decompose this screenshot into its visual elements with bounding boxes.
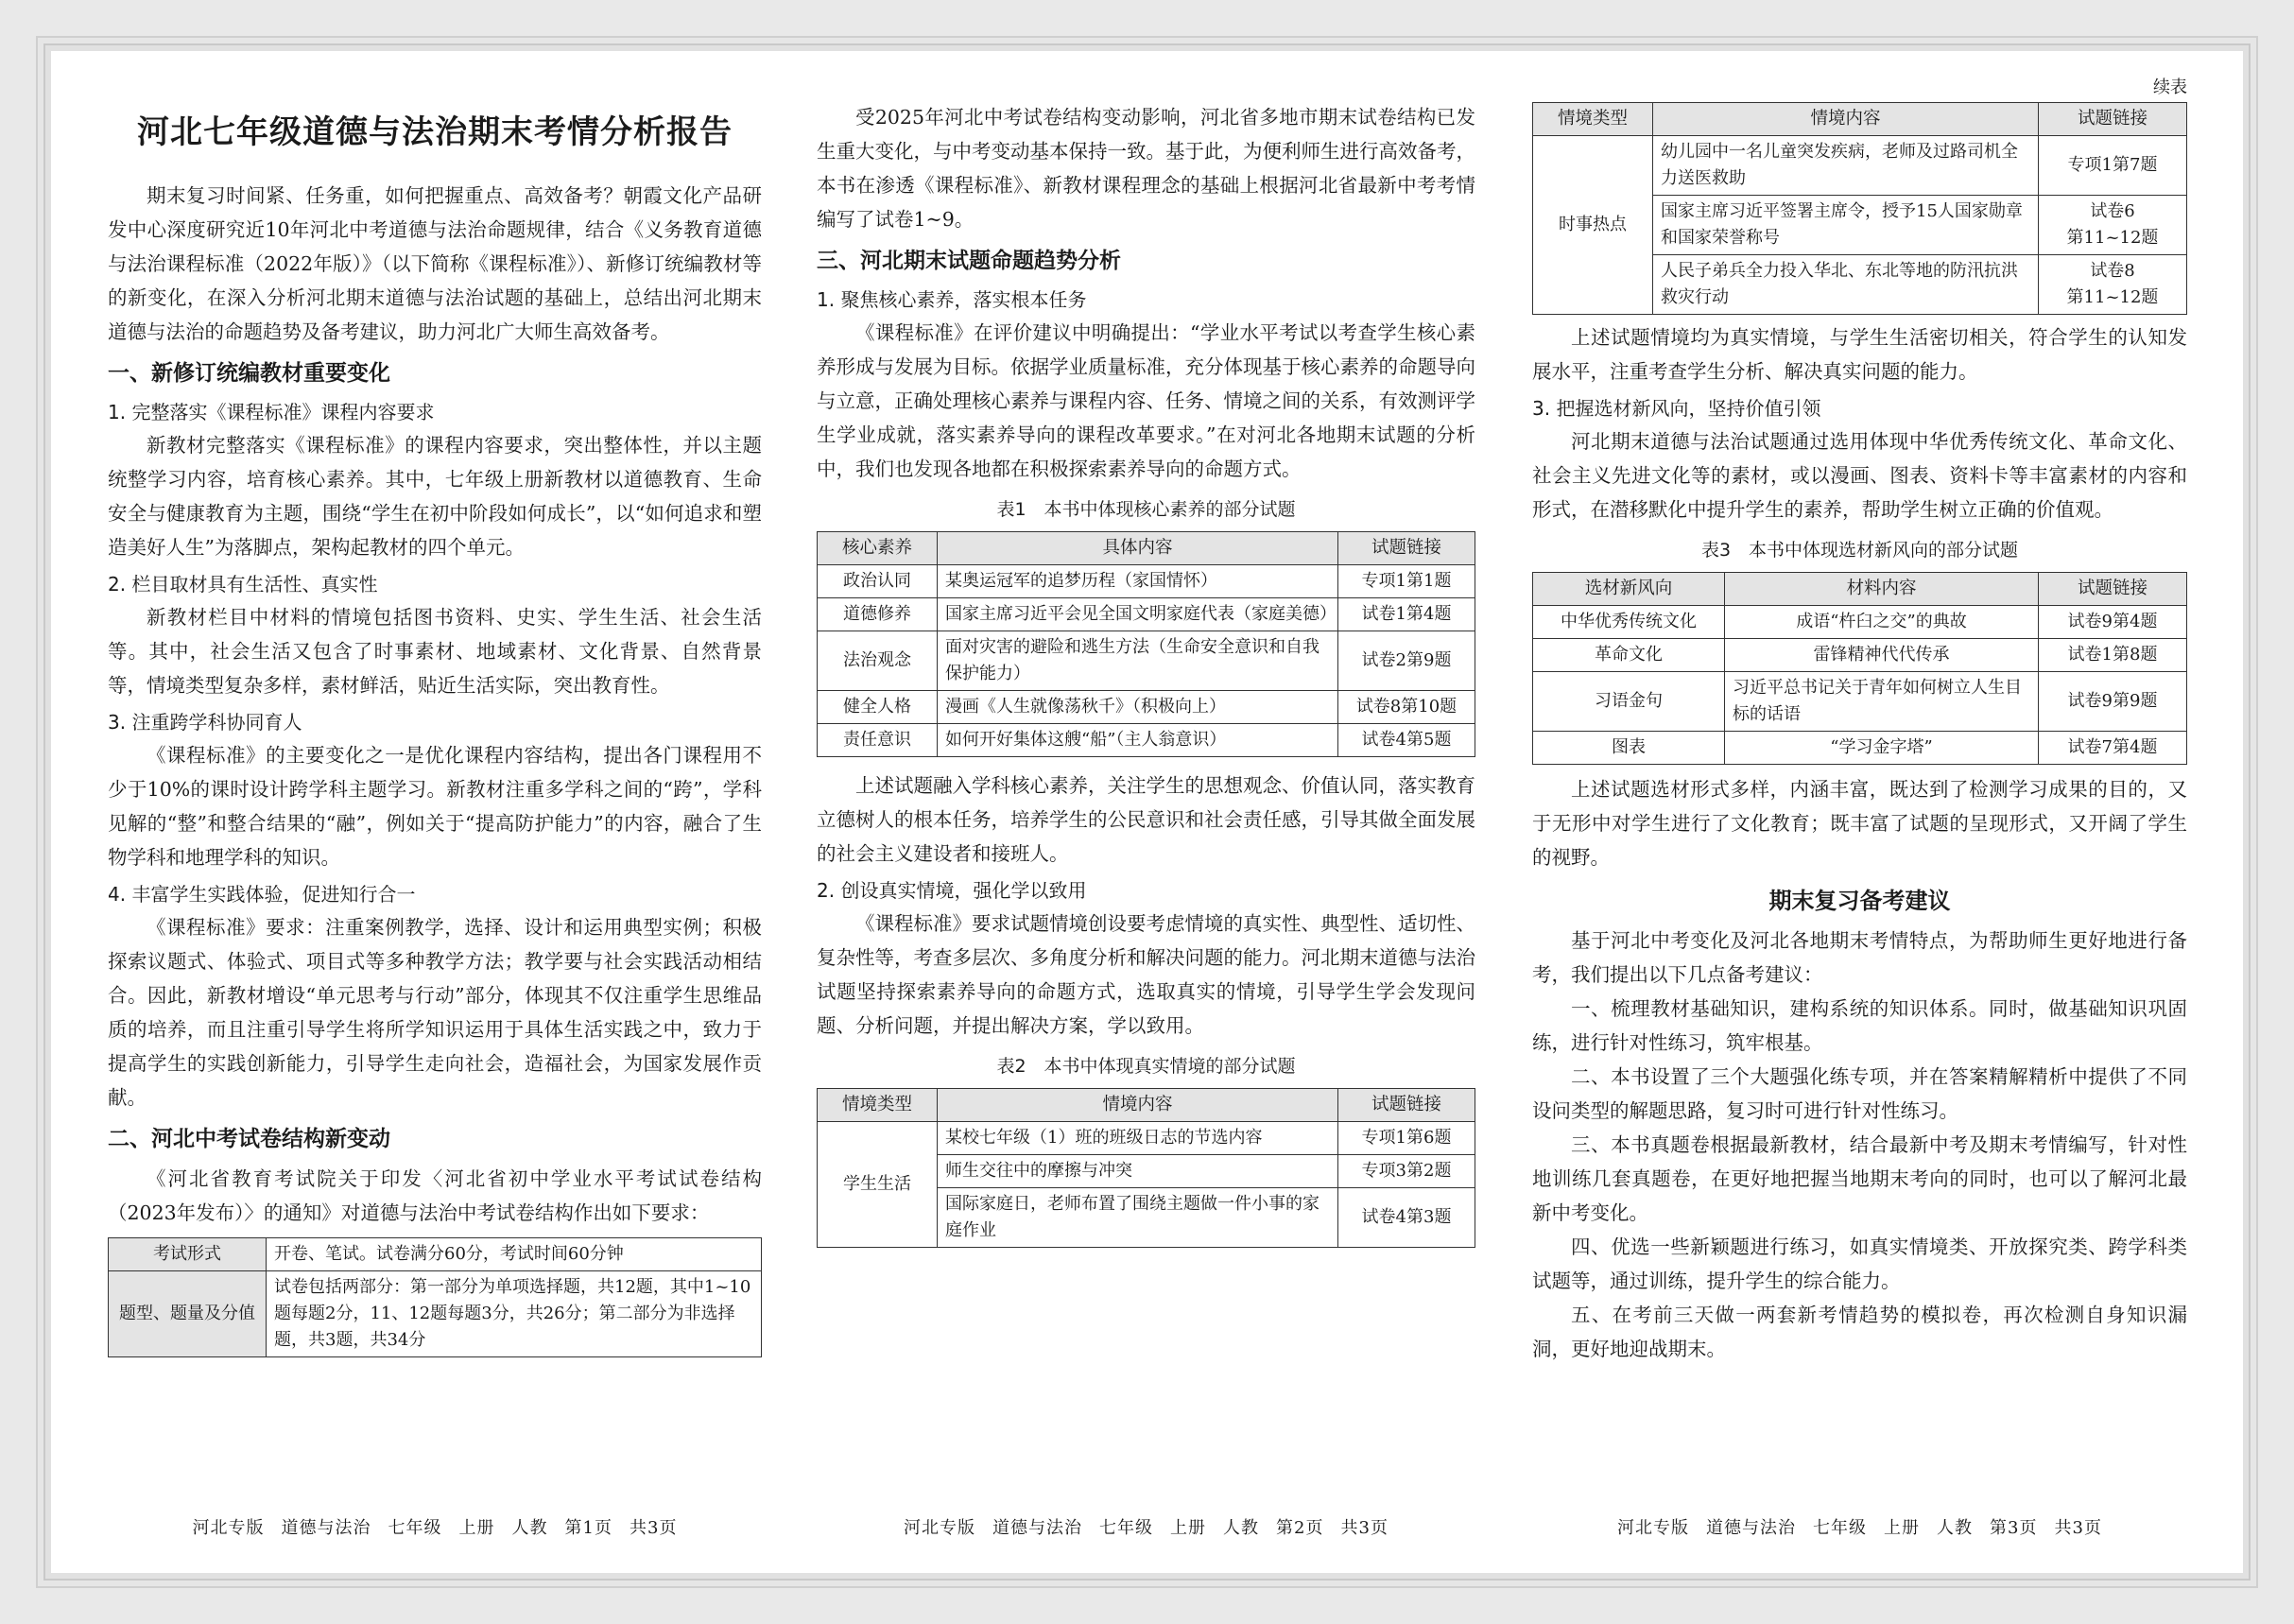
table-cell: 试卷9第9题 [2039, 672, 2187, 732]
table-cell: 试卷8 第11~12题 [2039, 255, 2187, 315]
table-2-continued [1532, 102, 2187, 315]
table-header-row [818, 1089, 1475, 1122]
table-cell: 专项3第2题 [1338, 1155, 1475, 1188]
table-cell: 法治观念 [818, 631, 938, 691]
table-cell: 开卷、笔试。试卷满分60分，考试时间60分钟 [267, 1238, 762, 1271]
table-cell: 试卷9第4题 [2039, 606, 2187, 639]
table-row [1533, 639, 2187, 672]
table-cell: 习近平总书记关于青年如何树立人生目标的话语 [1725, 672, 2039, 732]
table-row [818, 598, 1475, 631]
column-header: 选材新风向 [1533, 573, 1725, 606]
table-row [818, 724, 1475, 757]
table-cell: 专项1第7题 [2039, 136, 2187, 196]
footer-field: 第1页 [564, 1518, 612, 1538]
column-header: 情境类型 [1533, 103, 1653, 136]
paragraph-4-3: 上述试题选材形式多样，内涵丰富，既达到了检测学习成果的目的，又于无形中对学生进行了文化教育；既丰富了试题的呈现形式，又开阔了学生的视野。 [1532, 778, 2187, 869]
table-cell: 师生交往中的摩擦与冲突 [938, 1155, 1338, 1188]
footer-field: 第2页 [1276, 1518, 1324, 1538]
footer-field: 道德与法治 [992, 1518, 1083, 1538]
page-footer-1 [108, 1514, 762, 1539]
table-cell: 题型、题量及分值 [109, 1271, 267, 1357]
advice-item: 五、在考前三天做一两套新考情趋势的模拟卷，再次检测自身知识漏洞，更好地迎战期末。 [1532, 1304, 2187, 1360]
footer-field: 人教 [1223, 1518, 1260, 1538]
table-cell: 健全人格 [818, 691, 938, 724]
table-cell: 人民子弟兵全力投入华北、东北等地的防汛抗洪救灾行动 [1653, 255, 2039, 315]
footer-field: 河北专版 [904, 1518, 976, 1538]
table-cell: 某校七年级（1）班的班级日志的节选内容 [938, 1122, 1338, 1155]
intro-paragraph: 期末复习时间紧、任务重，如何把握重点、高效备考？朝霞文化产品研发中心深度研究近10年河北中考道德与法治命题规律，结合《义务教育道德与法治课程标准（2022年版）》（以下简称《课程标准》）、新修订统编教材等的新变化，在深入分析河北期末道德与法治试题的基础上，总结出河北期末道德与法治的命题趋势及备考建议，助力河北广大师生高效备考。 [108, 184, 762, 343]
footer-field: 共3页 [630, 1518, 678, 1538]
table-cell: 如何开好集体这艘“船”（主人翁意识） [938, 724, 1338, 757]
advice-heading: 期末复习备考建议 [1768, 888, 1951, 914]
paragraph-1-1: 新教材完整落实《课程标准》的课程内容要求，突出整体性，并以主题统整学习内容，培育核心素养。其中，七年级上册新教材以道德教育、生命安全与健康教育为主题，围绕“学生在初中阶段如何成长”，以“如何追求和塑造美好人生”为落脚点，架构起教材的四个单元。 [108, 434, 762, 559]
column-header: 情境类型 [818, 1089, 938, 1122]
table-cell: 学生生活 [818, 1122, 938, 1248]
table-cell: “学习金字塔” [1725, 732, 2039, 765]
page-footer-2 [817, 1514, 1475, 1539]
column-header: 核心素养 [818, 532, 938, 565]
column-header: 试题链接 [1338, 1089, 1475, 1122]
table-cell: 专项1第6题 [1338, 1122, 1475, 1155]
table-header-row [1533, 573, 2187, 606]
table-cell: 政治认同 [818, 565, 938, 598]
footer-field: 人教 [1937, 1518, 1974, 1538]
table-2-caption: 表2 本书中体现真实情境的部分试题 [996, 1056, 1296, 1077]
footer-field: 上册 [458, 1518, 495, 1538]
table-cell: 考试形式 [109, 1238, 267, 1271]
table-cell: 试卷1第4题 [1338, 598, 1475, 631]
table-cell: 试卷4第3题 [1338, 1188, 1475, 1248]
footer-field: 七年级 [1099, 1518, 1154, 1538]
table-cell: 专项1第1题 [1338, 565, 1475, 598]
table-row [1533, 732, 2187, 765]
table-cell: 革命文化 [1533, 639, 1725, 672]
footer-field: 共3页 [1340, 1518, 1388, 1538]
table-2 [817, 1088, 1475, 1248]
table-cell: 试卷包括两部分：第一部分为单项选择题，共12题，其中1~10题每题2分，11、12题每题3分，共26分；第二部分为非选择题，共3题，共34分 [267, 1271, 762, 1357]
advice-item: 三、本书真题卷根据最新教材，结合最新中考及期末考情编写，针对性地训练几套真题卷，在更好地把握当地期末考向的同时，也可以了解河北最新中考变化。 [1532, 1133, 2187, 1224]
table-cell: 责任意识 [818, 724, 938, 757]
subsection-3-3: 3. 把握选材新风向，坚持价值引领 [1532, 397, 1821, 420]
footer-field: 人教 [511, 1518, 548, 1538]
paragraph-3-3: 《课程标准》要求试题情境创设要考虑情境的真实性、典型性、适切性、复杂性等，考查多层次、多角度分析和解决问题的能力。河北期末道德与法治试题坚持探索素养导向的命题方式，选取真实的情境，引导学生学会发现问题、分析问题，并提出解决方案，学以致用。 [817, 912, 1475, 1037]
column-header: 材料内容 [1725, 573, 2039, 606]
footer-field: 上册 [1170, 1518, 1207, 1538]
table-cell: 幼儿园中一名儿童突发疾病，老师及过路司机全力送医救助 [1653, 136, 2039, 196]
paragraph-2-1: 《河北省教育考试院关于印发〈河北省初中学业水平考试试卷结构（2023年发布）〉的通知》对道德与法治中考试卷结构作出如下要求： [108, 1167, 762, 1224]
column-3 [1532, 51, 2187, 1573]
table-cell: 道德修养 [818, 598, 938, 631]
paragraph-intro-2: 受2025年河北中考试卷结构变动影响，河北省多地市期末试卷结构已发生重大变化，与中考变动基本保持一致。基于此，为便利师生进行高效备考，本书在渗透《课程标准》、新教材课程理念的基础上根据河北省最新中考考情编写了试卷1~9。 [817, 106, 1475, 231]
table-cell: 图表 [1533, 732, 1725, 765]
table-cell: 国家主席习近平签署主席令，授予15人国家勋章和国家荣誉称号 [1653, 196, 2039, 255]
footer-field: 七年级 [388, 1518, 442, 1538]
section-2-heading: 二、河北中考试卷结构新变动 [108, 1127, 390, 1151]
table-cell: 试卷4第5题 [1338, 724, 1475, 757]
table-cell: 习语金句 [1533, 672, 1725, 732]
column-header: 情境内容 [1653, 103, 2039, 136]
table-row [109, 1271, 762, 1357]
subsection-3-1: 1. 聚焦核心素养，落实根本任务 [817, 288, 1087, 311]
table-header-row [1533, 103, 2187, 136]
table-cell: 雷锋精神代代传承 [1725, 639, 2039, 672]
table-3 [1532, 572, 2187, 765]
table-row [818, 631, 1475, 691]
section-1-heading: 一、新修订统编教材重要变化 [108, 361, 390, 386]
table-cell: 试卷7第4题 [2039, 732, 2187, 765]
subsection-1-2: 2. 栏目取材具有生活性、真实性 [108, 573, 378, 596]
table-row [818, 691, 1475, 724]
column-header: 试题链接 [1338, 532, 1475, 565]
footer-field: 道德与法治 [281, 1518, 371, 1538]
table-3-caption: 表3 本书中体现选材新风向的部分试题 [1700, 540, 2019, 561]
table-1 [817, 531, 1475, 757]
table-cell: 试卷1第8题 [2039, 639, 2187, 672]
table-cell: 中华优秀传统文化 [1533, 606, 1725, 639]
column-2 [817, 51, 1475, 1573]
document-sheet [51, 51, 2243, 1573]
footer-field: 河北专版 [192, 1518, 265, 1538]
table-cell: 国际家庭日，老师布置了围绕主题做一件小事的家庭作业 [938, 1188, 1338, 1248]
column-header: 具体内容 [938, 532, 1338, 565]
advice-item: 一、梳理教材基础知识，建构系统的知识体系。同时，做基础知识巩固练，进行针对性练习，筑牢根基。 [1532, 997, 2187, 1054]
footer-field: 共3页 [2054, 1518, 2102, 1538]
continued-label: 续表 [2153, 78, 2187, 97]
table-cell: 国家主席习近平会见全国文明家庭代表（家庭美德） [938, 598, 1338, 631]
section-3-heading: 三、河北期末试题命题趋势分析 [817, 249, 1121, 273]
footer-field: 道德与法治 [1706, 1518, 1797, 1538]
table-cell: 面对灾害的避险和逃生方法（生命安全意识和自我保护能力） [938, 631, 1338, 691]
advice-item: 四、优选一些新颖题进行练习，如真实情境类、开放探究类、跨学科类试题等，通过训练，提升学生的综合能力。 [1532, 1235, 2187, 1292]
column-header: 情境内容 [938, 1089, 1338, 1122]
table-cell: 时事热点 [1533, 136, 1653, 315]
page-footer-3 [1532, 1514, 2187, 1539]
paragraph-1-4: 《课程标准》要求：注重案例教学，选择、设计和运用典型实例；积极探索议题式、体验式、项目式等多种教学方法；教学要与社会实践活动相结合。因此，新教材增设“单元思考与行动”部分，体现其不仅注重学生思维品质的培养，而且注重引导学生将所学知识运用于具体生活实践之中，致力于提高学生的实践创新能力，引导学生走向社会，造福社会，为国家发展作贡献。 [108, 916, 762, 1109]
subsection-1-1: 1. 完整落实《课程标准》课程内容要求 [108, 401, 435, 423]
table-row [109, 1238, 762, 1271]
paragraph-1-3: 《课程标准》的主要变化之一是优化课程内容结构，提出各门课程用不少于10%的课时设计跨学科主题学习。新教材注重多学科之间的“跨”，学科见解的“整”和整合结果的“融”，例如关于“提高防护能力”的内容，融合了生物学科和地理学科的知识。 [108, 744, 762, 869]
column-1 [108, 51, 762, 1573]
column-header: 试题链接 [2039, 103, 2187, 136]
table-cell: 试卷8第10题 [1338, 691, 1475, 724]
advice-item: 二、本书设置了三个大题强化练专项，并在答案精解精析中提供了不同设问类型的解题思路，复习时可进行针对性练习。 [1532, 1065, 2187, 1122]
table-cell: 漫画《人生就像荡秋千》（积极向上） [938, 691, 1338, 724]
table-cell: 试卷6 第11~12题 [2039, 196, 2187, 255]
table-row [818, 1122, 1475, 1155]
table-row [1533, 672, 2187, 732]
table-row [1533, 136, 2187, 196]
table-1-caption: 表1 本书中体现核心素养的部分试题 [996, 499, 1296, 520]
footer-field: 七年级 [1813, 1518, 1868, 1538]
table-cell: 某奥运冠军的追梦历程（家国情怀） [938, 565, 1338, 598]
advice-intro: 基于河北中考变化及河北各地期末考情特点，为帮助师生更好地进行备考，我们提出以下几点备考建议： [1532, 929, 2187, 986]
table-cell: 试卷2第9题 [1338, 631, 1475, 691]
paragraph-4-1: 上述试题情境均为真实情境，与学生生活密切相关，符合学生的认知发展水平，注重考查学生分析、解决真实问题的能力。 [1532, 326, 2187, 383]
paragraph-1-2: 新教材栏目中材料的情境包括图书资料、史实、学生生活、社会生活等。其中，社会生活又包含了时事素材、地域素材、文化背景、自然背景等，情境类型复杂多样，素材鲜活，贴近生活实际，突出教育性。 [108, 606, 762, 697]
table-row [1533, 606, 2187, 639]
paragraph-3-1: 《课程标准》在评价建议中明确提出：“学业水平考试以考查学生核心素养形成与发展为目标。依据学业质量标准，充分体现基于核心素养的命题导向与立意，正确处理核心素养与课程内容、任务、情境之间的关系，有效测评学生学业成就，落实素养导向的课程改革要求。”在对河北各地期末试题的分析中，我们也发现各地都在积极探索素养导向的命题方式。 [817, 321, 1475, 480]
paragraph-4-2: 河北期末道德与法治试题通过选用体现中华优秀传统文化、革命文化、社会主义先进文化等的素材，或以漫画、图表、资料卡等丰富素材的内容和形式，在潜移默化中提升学生的素养，帮助学生树立正确的价值观。 [1532, 430, 2187, 521]
table-header-row [818, 532, 1475, 565]
subsection-3-2: 2. 创设真实情境，强化学以致用 [817, 879, 1087, 902]
page-title: 河北七年级道德与法治期末考情分析报告 [137, 113, 733, 151]
paragraph-3-2: 上述试题融入学科核心素养，关注学生的思想观念、价值认同，落实教育立德树人的根本任务，培养学生的公民意识和社会责任感，引导其做全面发展的社会主义建设者和接班人。 [817, 774, 1475, 865]
exam-structure-table [108, 1237, 762, 1357]
footer-field: 上册 [1884, 1518, 1921, 1538]
column-header: 试题链接 [2039, 573, 2187, 606]
footer-field: 第3页 [1990, 1518, 2038, 1538]
table-cell: 成语“杵臼之交”的典故 [1725, 606, 2039, 639]
table-row [818, 565, 1475, 598]
subsection-1-4: 4. 丰富学生实践体验，促进知行合一 [108, 883, 416, 906]
subsection-1-3: 3. 注重跨学科协同育人 [108, 711, 302, 734]
footer-field: 河北专版 [1617, 1518, 1690, 1538]
